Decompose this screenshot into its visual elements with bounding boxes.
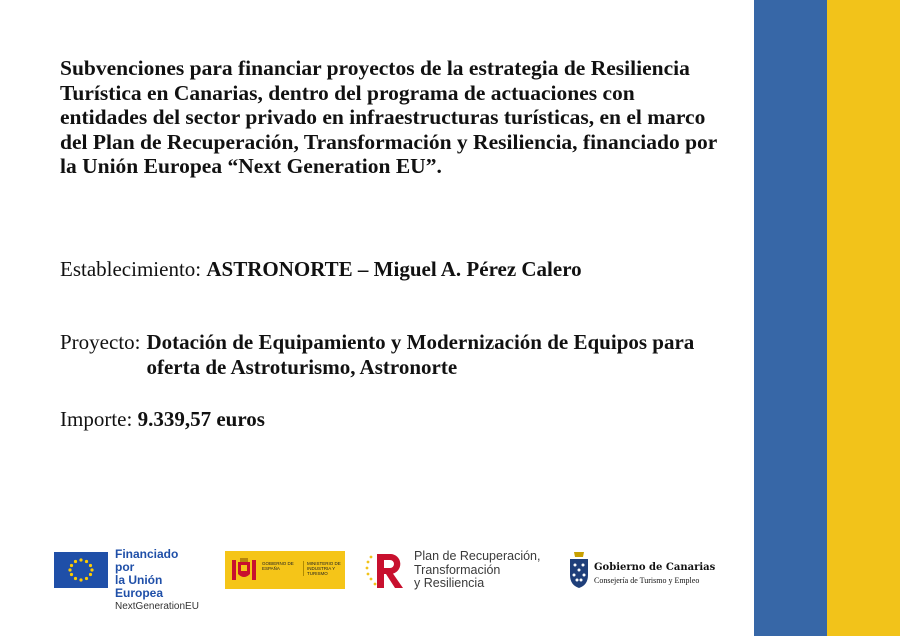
page-title: Subvenciones para financiar proyectos de la estrategia de Resiliencia Turística en Canarias, dentro del programa de actuaciones con entidades del sector privado en infraestructuras turísticas, en el marco del Plan de Recuperación, Transformación y Resiliencia, financiado por la Unión Europea “Next Generation EU”. [60, 56, 717, 178]
proyecto-label: Proyecto: [60, 330, 141, 354]
eu-logo-text [115, 548, 199, 614]
blue-stripe [754, 0, 827, 636]
canarias-coat-of-arms-icon [568, 550, 590, 590]
establecimiento-row [60, 257, 582, 282]
establecimiento-value: ASTRONORTE – Miguel A. Pérez Calero [206, 257, 582, 281]
eu-flag-icon [54, 552, 108, 588]
importe-label: Importe: [60, 407, 133, 431]
ministerio-text: MINISTERIO DE INDUSTRIA Y TURISMO [303, 561, 347, 576]
plan-recuperacion-mark-icon [363, 548, 407, 592]
proyecto-row [60, 330, 706, 380]
plan-line3: y Resiliencia [414, 576, 485, 590]
spain-coat-of-arms-icon [230, 556, 258, 584]
title-block [60, 56, 720, 179]
yellow-stripe [827, 0, 900, 636]
plan-line1: Plan de Recuperación, [414, 549, 541, 563]
plan-recuperacion-text [414, 550, 540, 591]
canarias-line2: Consejería de Turismo y Empleo [594, 576, 700, 585]
eu-line1: Financiado por [115, 547, 179, 574]
plan-line2: Transformación [414, 562, 501, 577]
gobierno-espana-text: GOBIERNO DE ESPAÑA [262, 561, 294, 571]
eu-line3: NextGenerationEU [115, 601, 199, 612]
gobierno-espana-logo [225, 551, 345, 589]
proyecto-value: Dotación de Equipamiento y Modernización de Equipos para oferta de Astroturismo, Astronorte [146, 330, 695, 379]
canarias-line1: Gobierno de Canarias [594, 562, 716, 573]
eu-line2: la Unión Europea [115, 573, 164, 600]
establecimiento-label: Establecimiento: [60, 257, 202, 281]
importe-row [60, 407, 265, 432]
importe-value: 9.339,57 euros [137, 407, 265, 431]
